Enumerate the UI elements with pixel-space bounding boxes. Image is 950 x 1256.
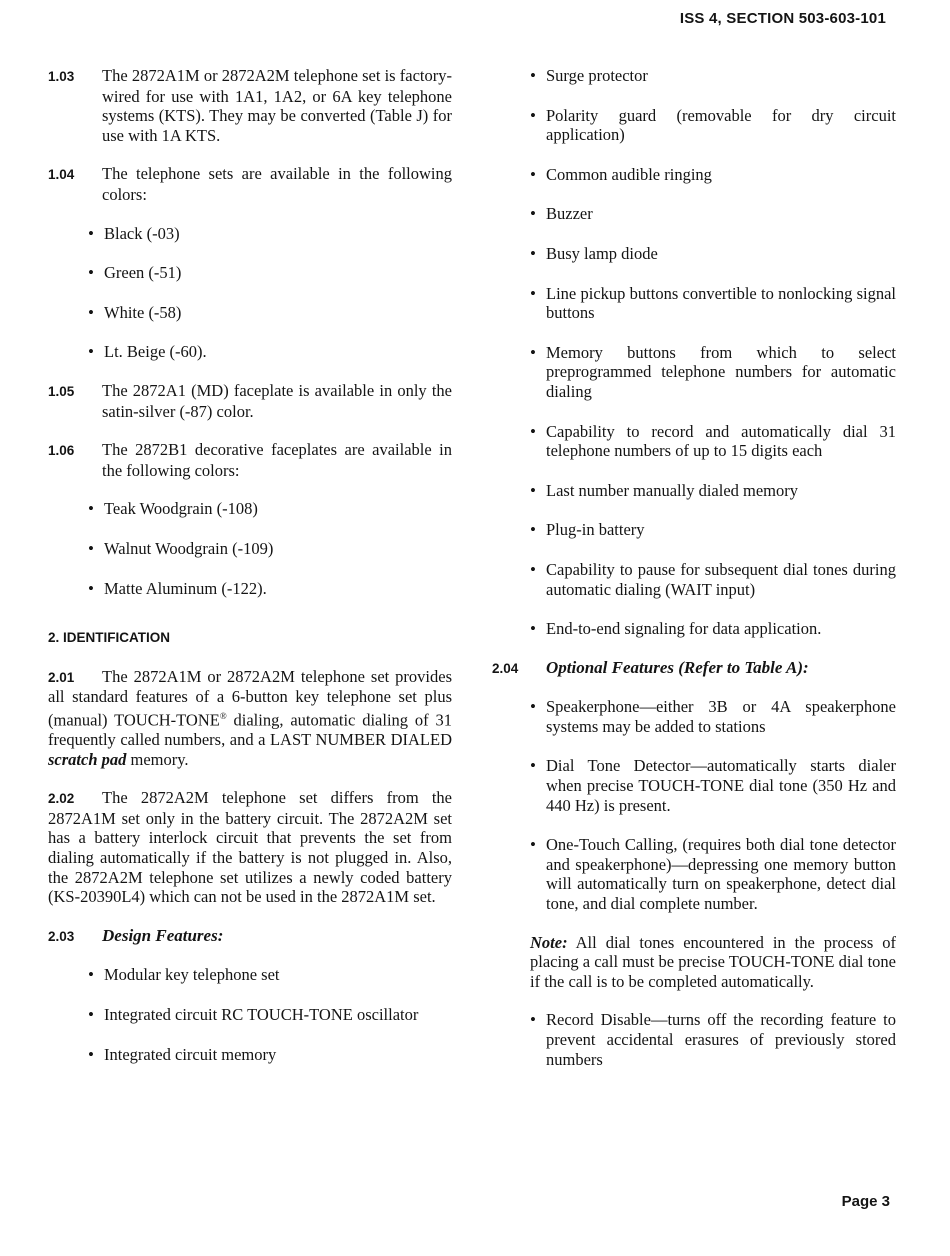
list-item: • One-Touch Calling, (requires both dial tone detector and speakerphone)—depressing one memory button will automatically turn on speakerphone, detect dial tone, and dial complete number.: [530, 835, 896, 913]
list-item: • Last number manually dialed memory: [530, 481, 896, 501]
note-label: Note:: [530, 932, 568, 952]
paragraph-2-01: [48, 667, 452, 769]
paragraph-number: 2.01: [48, 669, 75, 685]
list-item: • End-to-end signaling for data application.: [530, 619, 896, 639]
list-item: • Modular key telephone set: [88, 965, 452, 985]
paragraph-1-05: [48, 381, 452, 421]
list-item: • Lt. Beige (-60).: [88, 342, 452, 362]
list-item: • Integrated circuit RC TOUCH-TONE oscillator: [88, 1005, 452, 1025]
section-heading-identification: 2. IDENTIFICATION: [48, 630, 171, 646]
list-item: • Walnut Woodgrain (-109): [88, 539, 452, 559]
paragraph-2-02: [48, 788, 452, 907]
design-features-list-continued: [492, 66, 896, 639]
paragraph-text: The 2872A1M or 2872A2M telephone set is factory-wired for use with 1A1, 1A2, or 6A key telephone systems (KTS). They may be converted (Table J) for use with 1A KTS.: [102, 66, 452, 145]
paragraph-number: 1.05: [48, 383, 75, 399]
paragraph-number: 2.03: [48, 928, 75, 944]
list-item: • Integrated circuit memory: [88, 1045, 452, 1065]
paragraph-number: 2.04: [492, 660, 519, 676]
paragraph-number: 1.03: [48, 69, 75, 84]
paragraph-text: The telephone sets are available in the following colors:: [102, 164, 452, 204]
optional-features-list-continued: [492, 1010, 896, 1069]
paragraph-number: 1.06: [48, 443, 75, 459]
color-list: [48, 224, 452, 362]
list-item: • Dial Tone Detector—automatically starts dialer when precise TOUCH-TONE dial tone (350 Hz and 440 Hz) is present.: [530, 756, 896, 815]
list-item: • Matte Aluminum (-122).: [88, 579, 452, 599]
paragraph-2-04: [492, 658, 896, 679]
list-item: • Surge protector: [530, 66, 896, 86]
left-column: [48, 66, 452, 1083]
list-item: • Busy lamp diode: [530, 244, 896, 264]
list-item: • Capability to pause for subsequent dial tones during automatic dialing (WAIT input): [530, 560, 896, 599]
paragraph-number: 2.02: [48, 791, 75, 807]
subsection-title: Design Features:: [102, 925, 224, 945]
paragraph-1-06: [48, 440, 452, 480]
list-item: • Speakerphone—either 3B or 4A speakerphone systems may be added to stations: [530, 697, 896, 736]
paragraph-2-03: [48, 926, 452, 947]
optional-features-list: [492, 697, 896, 913]
list-item: • White (-58): [88, 303, 452, 323]
subsection-title: Optional Features (Refer to Table A):: [546, 657, 809, 677]
page-header: ISS 4, SECTION 503-603-101: [679, 10, 886, 27]
list-item: • Plug-in battery: [530, 520, 896, 540]
paragraph-1-04: [48, 164, 452, 204]
list-item: • Green (-51): [88, 263, 452, 283]
list-item: • Black (-03): [88, 224, 452, 244]
paragraph-text: dialing, automatic dialing of 31 frequently called numbers, and a LAST NUMBER DIALED: [48, 710, 452, 749]
list-item: • Record Disable—turns off the recording feature to prevent accidental erasures of previously stored numbers: [530, 1010, 896, 1069]
list-item: • Polarity guard (removable for dry circuit application): [530, 106, 896, 145]
paragraph-number: 1.04: [48, 167, 75, 183]
list-item: • Common audible ringing: [530, 165, 896, 185]
paragraph-text: The 2872A1M or 2872A2M telephone set provides all standard features of a 6-button key telephone set plus (manual) TOUCH-TONE: [48, 666, 452, 730]
list-item: • Memory buttons from which to select preprogrammed telephone numbers for automatic dialing: [530, 343, 896, 402]
list-item: • Capability to record and automatically dial 31 telephone numbers of up to 15 digits each: [530, 422, 896, 461]
note-text: All dial tones encountered in the process of placing a call must be precise TOUCH-TONE dial tone if the call is to be completed automatically.: [530, 932, 896, 991]
paragraph-1-03: [48, 66, 452, 145]
paragraph-text: The 2872A1 (MD) faceplate is available in only the satin-silver (-87) color.: [102, 380, 452, 421]
emphasis-text: scratch pad: [48, 749, 127, 769]
list-item: • Buzzer: [530, 204, 896, 224]
faceplate-color-list: [48, 499, 452, 598]
paragraph-text: The 2872B1 decorative faceplates are available in the following colors:: [102, 440, 452, 480]
right-column: [492, 66, 896, 1088]
paragraph-text: memory.: [126, 749, 189, 769]
note: [530, 933, 896, 992]
list-item: • Teak Woodgrain (-108): [88, 499, 452, 519]
list-item: • Line pickup buttons convertible to nonlocking signal buttons: [530, 284, 896, 323]
page-number: Page 3: [841, 1193, 890, 1210]
paragraph-text: The 2872A2M telephone set differs from the 2872A1M set only in the battery circuit. The 2872A2M set has a battery interlock circuit that prevents the set from dialing automatically if the battery is not plugged in. Also, the 2872A2M telephone set utilizes a newly coded battery (KS-20390L4) which can not be used in the 2872A1M set.: [48, 788, 452, 907]
design-features-list: [48, 965, 452, 1064]
registered-mark: ®: [219, 710, 227, 721]
